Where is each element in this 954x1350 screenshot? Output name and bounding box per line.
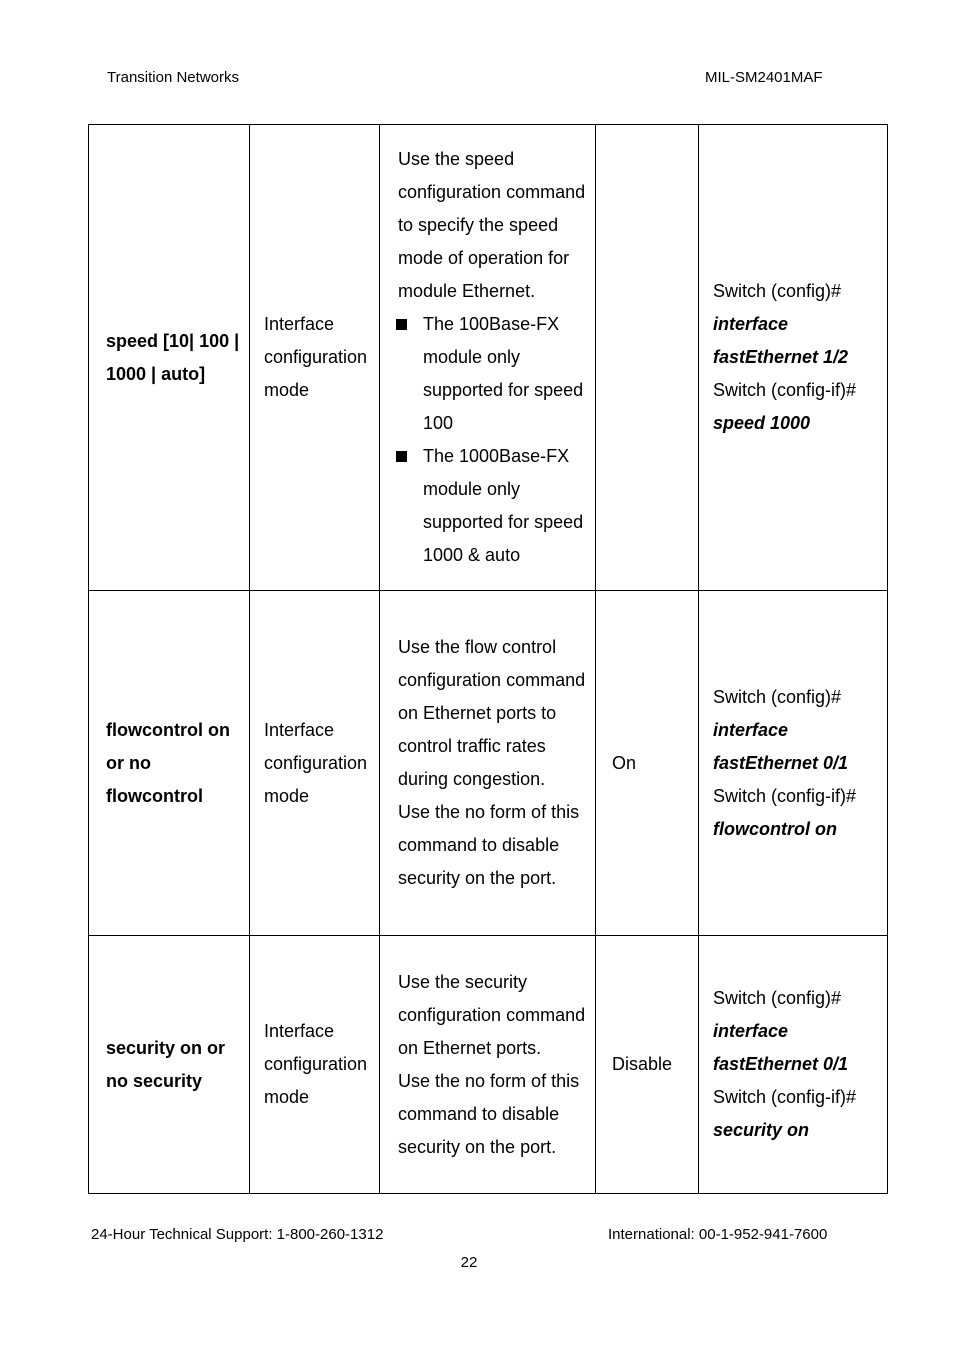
example-command: fastEthernet 0/1	[713, 1054, 849, 1074]
default-cell	[596, 125, 699, 591]
example-prompt: Switch (config)#	[713, 686, 842, 707]
description-cell	[380, 125, 596, 591]
mode-cell	[250, 591, 380, 936]
footer-support: 24-Hour Technical Support: 1-800-260-1312	[91, 1226, 384, 1243]
example-prompt: Switch (config-if)#	[713, 1087, 857, 1107]
command-text: flowcontrol on or no flowcontrol	[106, 719, 230, 806]
example-command: security on	[713, 1120, 810, 1140]
example-cell	[699, 125, 888, 591]
description-text: Use the no form of this command to disable security on the port.	[398, 1070, 580, 1157]
example-command: flowcontrol on	[713, 818, 837, 839]
mode-text: Interface configuration mode	[264, 719, 368, 806]
header-company: Transition Networks	[107, 69, 239, 86]
example-command: fastEthernet 1/2	[713, 347, 849, 367]
bullet-text: The 1000Base-FX module only supported for speed 1000 & auto	[423, 446, 584, 565]
description-text: Use the flow control configuration command on Ethernet ports to control traffic rates during congestion.	[398, 637, 586, 789]
example-command: interface	[713, 719, 789, 740]
default-text: Disable	[612, 1054, 673, 1074]
command-cell	[89, 125, 250, 591]
default-cell	[596, 591, 699, 936]
mode-cell	[250, 125, 380, 591]
command-table	[88, 124, 888, 1194]
example-command: interface	[713, 314, 789, 334]
list-item	[398, 440, 593, 572]
description-cell	[380, 936, 596, 1194]
example-prompt: Switch (config)#	[713, 281, 842, 301]
default-cell	[596, 936, 699, 1194]
footer-international: International: 00-1-952-941-7600	[608, 1226, 828, 1243]
table-row	[89, 125, 888, 591]
command-text: security on or no security	[106, 1037, 226, 1091]
bullet-text: The 100Base-FX module only supported for speed 100	[423, 314, 584, 433]
square-bullet-icon	[396, 451, 407, 462]
example-prompt: Switch (config)#	[713, 988, 842, 1008]
command-text: speed [10| 100 | 1000 | auto]	[106, 330, 240, 384]
example-command: fastEthernet 0/1	[713, 752, 849, 773]
page-number: 22	[460, 1254, 478, 1271]
bullet-list	[398, 308, 593, 572]
list-item	[398, 308, 593, 440]
command-cell	[89, 591, 250, 936]
table-row	[89, 936, 888, 1194]
example-command: speed 1000	[713, 413, 811, 433]
square-bullet-icon	[396, 319, 407, 330]
mode-cell	[250, 936, 380, 1194]
mode-text: Interface configuration mode	[264, 1021, 368, 1107]
example-command: interface	[713, 1021, 789, 1041]
description-text: Use the security configuration command on Ethernet ports.	[398, 971, 586, 1058]
example-prompt: Switch (config-if)#	[713, 380, 857, 400]
description-text: Use the no form of this command to disable security on the port.	[398, 802, 580, 888]
description-text: Use the speed configuration command to specify the speed mode of operation for module Ethernet.	[398, 149, 586, 301]
example-cell	[699, 936, 888, 1194]
default-text: On	[612, 752, 637, 773]
command-cell	[89, 936, 250, 1194]
example-prompt: Switch (config-if)#	[713, 785, 857, 806]
example-cell	[699, 591, 888, 936]
header-model: MIL-SM2401MAF	[705, 69, 823, 86]
table-row	[89, 591, 888, 936]
description-cell	[380, 591, 596, 936]
mode-text: Interface configuration mode	[264, 314, 368, 400]
